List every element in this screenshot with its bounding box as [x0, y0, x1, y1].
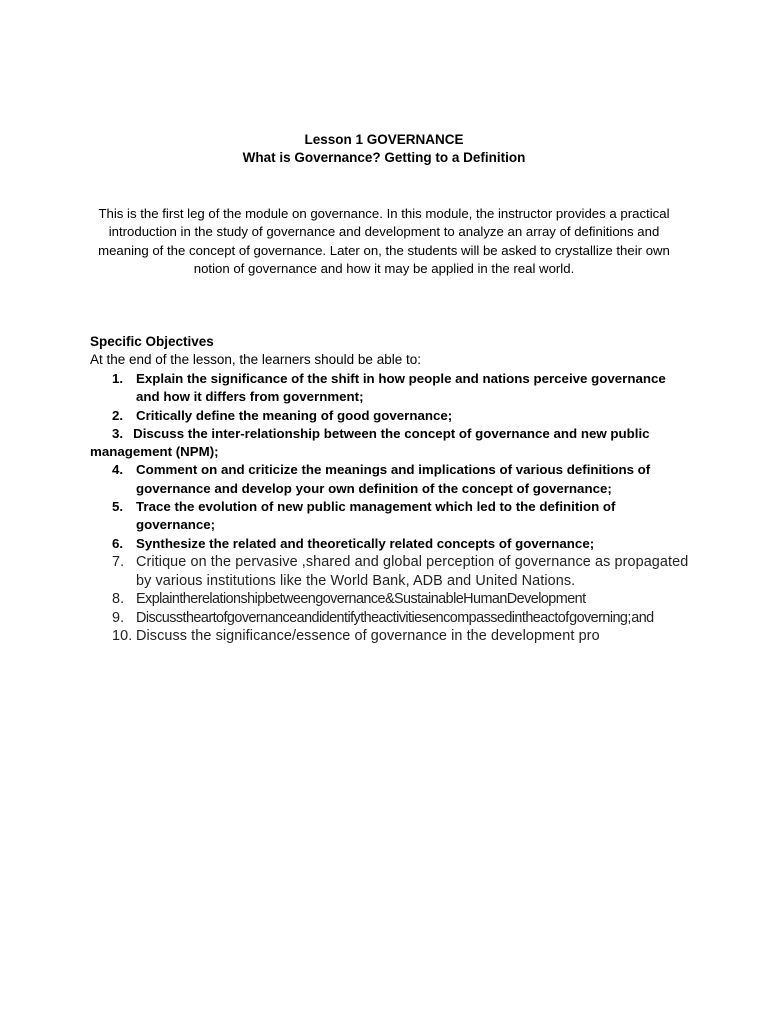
- list-text: Synthesize the related and theoretically related concepts of governance;: [136, 535, 595, 551]
- list-text: Trace the evolution of new public management which led to the definition of governance;: [136, 499, 616, 533]
- list-text: Discuss the significance/essence of governance in the development pro: [136, 628, 600, 645]
- list-item: [90, 425, 690, 462]
- list-number: 1.: [112, 371, 124, 386]
- list-text: Discuss the inter-relationship between the concept of governance and new public management (NPM);: [90, 425, 650, 460]
- list-number: 3.: [112, 425, 124, 441]
- list-number: 10.: [112, 628, 133, 645]
- objectives-lead: At the end of the lesson, the learners should be able to:: [90, 352, 421, 367]
- title-block: [0, 131, 768, 167]
- list-item: [90, 498, 690, 535]
- lesson-subtitle: What is Governance? Getting to a Definition: [242, 150, 526, 165]
- list-number: 5.: [112, 499, 124, 515]
- list-number: 4.: [112, 462, 124, 478]
- list-item: [90, 590, 690, 609]
- list-text: Explain the significance of the shift in how people and nations perceive governance and how it differs from government;: [136, 371, 666, 405]
- list-number: 7.: [112, 553, 125, 570]
- list-number: 9.: [112, 609, 125, 626]
- objectives-heading: Specific Objectives: [90, 334, 214, 349]
- list-item: [90, 627, 690, 646]
- list-item: [90, 535, 690, 553]
- list-text: Discusstheartofgovernanceandidentifytheactivitiesencompassedintheactof governing; and: [136, 609, 654, 626]
- intro-paragraph: This is the first leg of the module on governance. In this module, the instructor provides a practical introduction in the study of governance and development to analyze an array of definitions and meaning of the concept of governance. Later on, the students will be asked to crystallize their own notion of governance and how it may be applied in the real world.: [98, 206, 670, 276]
- lesson-title: Lesson 1 GOVERNANCE: [304, 132, 464, 147]
- list-text: Critically define the meaning of good governance;: [136, 407, 453, 423]
- list-text: Critique on the pervasive ,shared and global perception of governance as propagated by various institutions like the World Bank, ADB and United Nations.: [136, 553, 689, 589]
- list-item: [90, 370, 690, 407]
- list-item: [90, 407, 690, 425]
- list-number: 2.: [112, 407, 124, 423]
- objectives-list: [90, 370, 690, 646]
- list-text: Explaintherelationshipbetweengovernance&SustainableHumanDevelopment: [136, 591, 586, 608]
- list-number: 8.: [112, 591, 125, 608]
- list-item: [90, 609, 690, 628]
- list-item: [90, 553, 690, 590]
- list-item: [90, 461, 690, 498]
- list-number: 6.: [112, 535, 124, 551]
- list-text: Comment on and criticize the meanings and implications of various definitions of governance and develop your own definition of the concept of governance;: [136, 462, 651, 496]
